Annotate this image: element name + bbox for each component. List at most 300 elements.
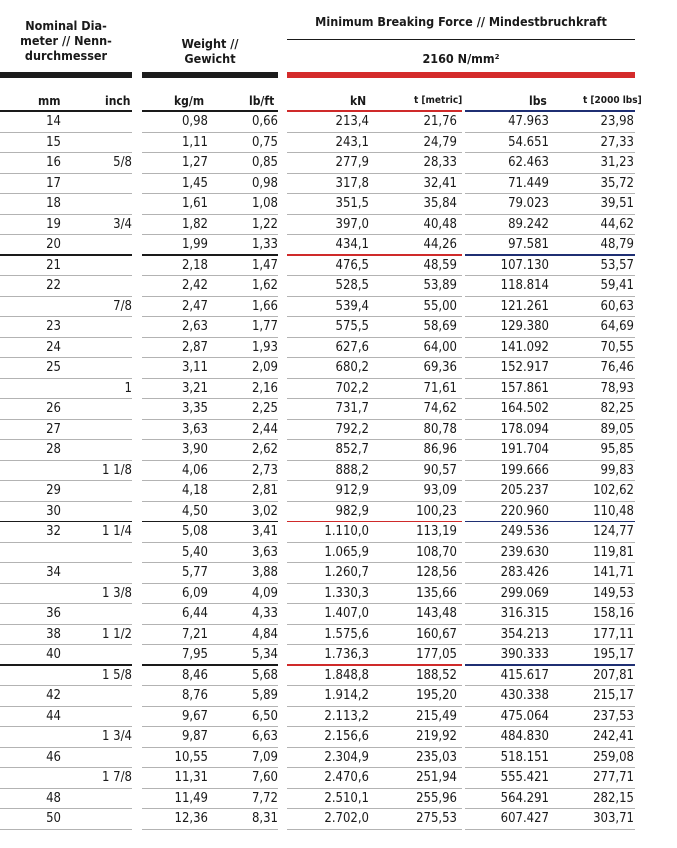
cell-mm: 44 — [46, 708, 61, 724]
cell-t-2000-lbs: 119,81 — [593, 544, 634, 560]
cell-lbs: 555.421 — [500, 770, 549, 785]
cell-kn: 702,2 — [335, 380, 369, 396]
cell-lb-per-ft: 1,93 — [251, 339, 278, 355]
cell-t-2000-lbs: 23,98 — [600, 114, 634, 129]
cell-t-metric: 219,92 — [416, 729, 457, 744]
cell-kg-per-m: 8,76 — [181, 688, 208, 703]
mbf-header: Minimum Breaking Force // Mindestbruchkraft — [315, 14, 607, 29]
cell-inch: 3/4 — [113, 216, 132, 232]
cell-mm: 40 — [46, 647, 61, 662]
cell-lb-per-ft: 1,77 — [251, 319, 278, 334]
cell-t-metric: 251,94 — [416, 770, 457, 785]
mbf-divider-line — [287, 39, 635, 40]
cell-inch: 1 1/4 — [102, 524, 132, 539]
cell-lb-per-ft: 7,60 — [251, 770, 278, 785]
cell-kg-per-m: 2,42 — [181, 278, 208, 293]
cell-kn: 1.407,0 — [324, 606, 369, 621]
cell-t-2000-lbs: 124,77 — [593, 524, 634, 539]
table-row — [0, 625, 677, 646]
cell-lb-per-ft: 2,44 — [251, 421, 278, 437]
table-row — [0, 461, 677, 482]
cell-lb-per-ft: 3,88 — [251, 565, 278, 580]
cell-t-2000-lbs: 195,17 — [593, 647, 634, 662]
cell-lb-per-ft: 7,09 — [251, 749, 278, 765]
cell-kg-per-m: 5,77 — [181, 565, 208, 580]
cell-t-2000-lbs: 31,23 — [600, 155, 634, 170]
cell-mm: 48 — [46, 790, 61, 806]
cell-t-metric: 64,00 — [423, 339, 457, 355]
cell-lb-per-ft: 6,63 — [251, 729, 278, 744]
cell-kn: 1.110,0 — [324, 524, 369, 539]
cell-lbs: 164.502 — [500, 401, 549, 416]
table-row — [0, 399, 677, 420]
cell-mm: 36 — [46, 606, 61, 621]
cell-mm: 50 — [46, 811, 61, 826]
cell-lb-per-ft: 8,31 — [251, 811, 278, 826]
cell-t-2000-lbs: 64,69 — [600, 319, 634, 334]
cell-lbs: 152.917 — [500, 360, 549, 375]
cell-mm: 38 — [46, 626, 61, 642]
cell-kg-per-m: 1,27 — [181, 155, 208, 170]
cell-kn: 627,6 — [335, 339, 369, 355]
cell-mm: 28 — [46, 442, 61, 457]
cell-t-2000-lbs: 237,53 — [593, 708, 634, 724]
cell-lbs: 107.130 — [500, 257, 549, 273]
cell-lb-per-ft: 2,62 — [251, 442, 278, 457]
cell-mm: 23 — [46, 319, 61, 334]
cell-lb-per-ft: 7,72 — [251, 790, 278, 806]
cell-lbs: 299.069 — [500, 585, 549, 601]
cell-lb-per-ft: 2,73 — [251, 462, 278, 478]
cell-kn: 539,4 — [335, 298, 369, 314]
cell-lb-per-ft: 3,41 — [251, 524, 278, 539]
cell-lb-per-ft: 1,33 — [251, 237, 278, 252]
cell-inch: 1 — [124, 380, 132, 396]
cell-t-metric: 40,48 — [423, 216, 457, 232]
cell-kg-per-m: 7,95 — [181, 647, 208, 662]
header-bar-weight — [142, 72, 278, 78]
cell-t-2000-lbs: 70,55 — [600, 339, 634, 355]
cell-mm: 18 — [46, 196, 61, 211]
table-row — [0, 481, 677, 502]
cell-kn: 852,7 — [335, 442, 369, 457]
table-row — [0, 297, 677, 318]
cell-t-2000-lbs: 277,71 — [593, 770, 634, 785]
table-row — [0, 563, 677, 584]
cell-mm: 34 — [46, 565, 61, 580]
cell-kg-per-m: 2,63 — [181, 319, 208, 334]
cell-inch: 1 3/4 — [102, 729, 132, 744]
cell-t-metric: 55,00 — [423, 298, 457, 314]
cell-t-metric: 48,59 — [423, 257, 457, 273]
cell-mm: 26 — [46, 401, 61, 416]
cell-lbs: 484.830 — [500, 729, 549, 744]
cell-kn: 213,4 — [335, 114, 369, 129]
cell-kg-per-m: 3,35 — [181, 401, 208, 416]
cell-t-2000-lbs: 60,63 — [600, 298, 634, 314]
table-row — [0, 584, 677, 605]
cell-t-metric: 143,48 — [416, 606, 457, 621]
header-line: meter // Nenn- — [20, 33, 112, 48]
cell-t-2000-lbs: 39,51 — [600, 196, 634, 211]
cell-kn: 982,9 — [335, 503, 369, 519]
cell-t-2000-lbs: 76,46 — [600, 360, 634, 375]
cell-mm: 30 — [46, 503, 61, 519]
cell-t-metric: 35,84 — [423, 196, 457, 211]
table-row — [0, 604, 677, 625]
cell-kg-per-m: 4,06 — [181, 462, 208, 478]
cell-lbs: 205.237 — [500, 483, 549, 498]
cell-kg-per-m: 2,18 — [181, 257, 208, 273]
col-header-lbft: lb/ft — [249, 94, 275, 108]
header-bar-mbf — [287, 72, 635, 78]
cell-t-2000-lbs: 89,05 — [600, 421, 634, 437]
cell-t-2000-lbs: 149,53 — [593, 585, 634, 601]
cell-kn: 1.736,3 — [324, 647, 369, 662]
cell-kn: 1.914,2 — [324, 688, 369, 703]
cell-inch: 7/8 — [113, 298, 132, 314]
cell-kn: 476,5 — [335, 257, 369, 273]
cell-kg-per-m: 11,49 — [174, 790, 208, 806]
cell-kg-per-m: 12,36 — [174, 811, 208, 826]
cell-kn: 2.113,2 — [324, 708, 369, 724]
cell-kn: 528,5 — [335, 278, 369, 293]
cell-kn: 888,2 — [335, 462, 369, 478]
table-row — [0, 707, 677, 728]
cell-kn: 792,2 — [335, 421, 369, 437]
cell-lb-per-ft: 2,25 — [251, 401, 278, 416]
cell-mm: 42 — [46, 688, 61, 703]
cell-mm: 25 — [46, 360, 61, 375]
cell-kn: 2.156,6 — [324, 729, 369, 744]
cell-lb-per-ft: 3,63 — [251, 544, 278, 560]
cell-kn: 2.304,9 — [324, 749, 369, 765]
table-row — [0, 502, 677, 523]
cell-kg-per-m: 11,31 — [174, 770, 208, 785]
cell-kn: 277,9 — [335, 155, 369, 170]
cell-lb-per-ft: 1,62 — [251, 278, 278, 293]
cell-kn: 317,8 — [335, 175, 369, 191]
cell-kg-per-m: 9,67 — [181, 708, 208, 724]
cell-lbs: 199.666 — [500, 462, 549, 478]
cell-kg-per-m: 5,40 — [181, 544, 208, 560]
table-row — [0, 768, 677, 789]
cell-t-2000-lbs: 82,25 — [600, 401, 634, 416]
cell-kn: 575,5 — [335, 319, 369, 334]
table-row — [0, 789, 677, 810]
row-separator — [0, 829, 132, 830]
cell-kg-per-m: 1,99 — [181, 237, 208, 252]
header-line: Weight // — [181, 36, 239, 51]
cell-mm: 46 — [46, 749, 61, 765]
cell-lbs: 54.651 — [508, 134, 549, 150]
cell-kn: 351,5 — [335, 196, 369, 211]
cell-mm: 21 — [46, 257, 61, 273]
col-header-t-2000: t [2000 lbs] — [583, 95, 642, 106]
cell-lb-per-ft: 2,09 — [251, 360, 278, 375]
cell-lb-per-ft: 1,47 — [251, 257, 278, 273]
cell-t-2000-lbs: 99,83 — [600, 462, 634, 478]
cell-mm: 27 — [46, 421, 61, 437]
cell-kg-per-m: 4,18 — [181, 483, 208, 498]
cell-t-2000-lbs: 242,41 — [593, 729, 634, 744]
cell-kg-per-m: 4,50 — [181, 503, 208, 519]
cell-kg-per-m: 5,08 — [181, 524, 208, 539]
cell-lb-per-ft: 1,66 — [251, 298, 278, 314]
cell-t-metric: 255,96 — [416, 790, 457, 806]
cell-mm: 19 — [46, 216, 61, 232]
cell-t-metric: 160,67 — [416, 626, 457, 642]
cell-mm: 22 — [46, 278, 61, 293]
cell-inch: 1 3/8 — [102, 585, 132, 601]
cell-lbs: 79.023 — [508, 196, 549, 211]
cell-t-metric: 32,41 — [423, 175, 457, 191]
cell-kg-per-m: 10,55 — [174, 749, 208, 765]
cell-lb-per-ft: 6,50 — [251, 708, 278, 724]
cell-mm: 32 — [46, 524, 61, 539]
cell-t-metric: 74,62 — [423, 401, 457, 416]
cell-lb-per-ft: 4,84 — [251, 626, 278, 642]
cell-lb-per-ft: 2,16 — [251, 380, 278, 396]
cell-lb-per-ft: 1,08 — [251, 196, 278, 211]
table-row — [0, 379, 677, 400]
cell-lb-per-ft: 1,22 — [251, 216, 278, 232]
cell-lbs: 283.426 — [500, 565, 549, 580]
cell-inch: 1 1/2 — [102, 626, 132, 642]
cell-t-metric: 135,66 — [416, 585, 457, 601]
cell-t-metric: 128,56 — [416, 565, 457, 580]
table-row — [0, 133, 677, 154]
cell-kg-per-m: 3,90 — [181, 442, 208, 457]
cell-kn: 680,2 — [335, 360, 369, 375]
table-row — [0, 543, 677, 564]
cell-kn: 1.065,9 — [324, 544, 369, 560]
cell-t-2000-lbs: 259,08 — [593, 749, 634, 765]
cell-lb-per-ft: 0,75 — [251, 134, 278, 150]
cell-kg-per-m: 3,21 — [181, 380, 208, 396]
cell-kg-per-m: 1,61 — [181, 196, 208, 211]
cell-lbs: 191.704 — [500, 442, 549, 457]
cell-t-metric: 21,76 — [423, 114, 457, 129]
cell-lbs: 71.449 — [508, 175, 549, 191]
nominal-diameter-header — [0, 18, 132, 63]
cell-lbs: 239.630 — [500, 544, 549, 560]
table-row — [0, 153, 677, 174]
cell-inch: 5/8 — [113, 155, 132, 170]
cell-lbs: 390.333 — [500, 647, 549, 662]
cell-t-2000-lbs: 110,48 — [593, 503, 634, 519]
cell-inch: 1 5/8 — [102, 667, 132, 683]
cell-t-2000-lbs: 158,16 — [593, 606, 634, 621]
cell-lbs: 141.092 — [500, 339, 549, 355]
cell-lbs: 118.814 — [500, 278, 549, 293]
cell-t-metric: 188,52 — [416, 667, 457, 683]
cell-lb-per-ft: 3,02 — [251, 503, 278, 519]
cell-lbs: 97.581 — [508, 237, 549, 252]
cell-t-2000-lbs: 59,41 — [600, 278, 634, 293]
cell-lbs: 518.151 — [500, 749, 549, 765]
cell-t-2000-lbs: 78,93 — [600, 380, 634, 396]
col-header-mm: mm — [38, 94, 61, 108]
cell-kg-per-m: 0,98 — [181, 114, 208, 129]
cell-lb-per-ft: 4,33 — [251, 606, 278, 621]
cell-t-metric: 275,53 — [416, 811, 457, 826]
cell-lbs: 564.291 — [500, 790, 549, 806]
cell-t-metric: 108,70 — [416, 544, 457, 560]
cell-inch: 1 7/8 — [102, 770, 132, 785]
table-row — [0, 645, 677, 666]
table-row — [0, 420, 677, 441]
col-header-kgm: kg/m — [174, 94, 205, 108]
cell-lb-per-ft: 5,89 — [251, 688, 278, 703]
table-row — [0, 686, 677, 707]
cell-lbs: 430.338 — [500, 688, 549, 703]
cell-t-2000-lbs: 303,71 — [593, 811, 634, 826]
header-bar-diameter — [0, 72, 132, 78]
cell-mm: 16 — [46, 155, 61, 170]
cell-t-metric: 69,36 — [423, 360, 457, 375]
cell-kn: 2.470,6 — [324, 770, 369, 785]
cell-t-2000-lbs: 207,81 — [593, 667, 634, 683]
cell-t-metric: 113,19 — [416, 524, 457, 539]
table-row — [0, 174, 677, 195]
table-row — [0, 358, 677, 379]
cell-lbs: 220.960 — [500, 503, 549, 519]
cell-lb-per-ft: 0,98 — [251, 175, 278, 191]
cell-lbs: 121.261 — [500, 298, 549, 314]
cell-kn: 731,7 — [335, 401, 369, 416]
table-row — [0, 666, 677, 687]
cell-t-metric: 28,33 — [423, 155, 457, 170]
header-line: durchmesser — [24, 48, 108, 63]
cell-lbs: 47.963 — [508, 114, 549, 129]
cell-t-metric: 215,49 — [416, 708, 457, 724]
cell-kg-per-m: 9,87 — [181, 729, 208, 744]
cell-kn: 2.702,0 — [324, 811, 369, 826]
cell-kg-per-m: 1,82 — [181, 216, 208, 232]
cell-lbs: 475.064 — [500, 708, 549, 724]
cell-kg-per-m: 3,63 — [181, 421, 208, 437]
cell-kn: 1.575,6 — [324, 626, 369, 642]
cell-lbs: 354.213 — [500, 626, 549, 642]
col-header-t-metric: t [metric] — [414, 95, 463, 106]
cell-t-metric: 24,79 — [423, 134, 457, 150]
header-line: Nominal Dia- — [25, 18, 107, 33]
cell-kg-per-m: 3,11 — [181, 360, 208, 375]
cell-mm: 17 — [46, 175, 61, 191]
col-header-inch: inch — [105, 94, 131, 108]
cell-mm: 20 — [46, 237, 61, 252]
cell-lbs: 157.861 — [500, 380, 549, 396]
cell-t-2000-lbs: 27,33 — [600, 134, 634, 150]
cell-t-2000-lbs: 282,15 — [593, 790, 634, 806]
cell-t-2000-lbs: 53,57 — [600, 257, 634, 273]
cell-kn: 1.848,8 — [324, 667, 369, 683]
header-line: Gewicht — [184, 51, 236, 66]
grade-header: 2160 N/mm² — [422, 51, 500, 66]
cell-t-metric: 71,61 — [423, 380, 457, 396]
cell-lbs: 178.094 — [500, 421, 549, 437]
cell-t-metric: 235,03 — [416, 749, 457, 765]
cell-inch: 1 1/8 — [102, 462, 132, 478]
table-row — [0, 317, 677, 338]
cell-t-2000-lbs: 48,79 — [600, 237, 634, 252]
cell-t-metric: 58,69 — [423, 319, 457, 334]
cell-kg-per-m: 6,09 — [181, 585, 208, 601]
cell-mm: 29 — [46, 483, 61, 498]
cell-t-metric: 195,20 — [416, 688, 457, 703]
cell-kn: 912,9 — [335, 483, 369, 498]
cell-t-2000-lbs: 95,85 — [600, 442, 634, 457]
cell-t-2000-lbs: 215,17 — [593, 688, 634, 703]
cell-t-metric: 177,05 — [416, 647, 457, 662]
cell-kn: 2.510,1 — [324, 790, 369, 806]
cell-lbs: 129.380 — [500, 319, 549, 334]
cell-kg-per-m: 1,11 — [181, 134, 208, 150]
table-row — [0, 235, 677, 256]
cell-lb-per-ft: 4,09 — [251, 585, 278, 601]
cell-lbs: 607.427 — [500, 811, 549, 826]
cell-mm: 24 — [46, 339, 61, 355]
cell-kn: 243,1 — [335, 134, 369, 150]
cell-t-metric: 53,89 — [423, 278, 457, 293]
cell-t-2000-lbs: 141,71 — [593, 565, 634, 580]
cell-t-2000-lbs: 177,11 — [593, 626, 634, 642]
cell-kn: 1.330,3 — [324, 585, 369, 601]
cell-kn: 434,1 — [335, 237, 369, 252]
cell-lbs: 316.315 — [500, 606, 549, 621]
cell-lb-per-ft: 0,66 — [251, 114, 278, 129]
cell-lb-per-ft: 2,81 — [251, 483, 278, 498]
cell-lbs: 62.463 — [508, 155, 549, 170]
table-row — [0, 727, 677, 748]
cell-t-2000-lbs: 44,62 — [600, 216, 634, 232]
cell-t-metric: 93,09 — [423, 483, 457, 498]
table-row — [0, 256, 677, 277]
cell-t-metric: 90,57 — [423, 462, 457, 478]
cell-kg-per-m: 8,46 — [181, 667, 208, 683]
cell-t-metric: 80,78 — [423, 421, 457, 437]
cell-t-metric: 44,26 — [423, 237, 457, 252]
cell-t-2000-lbs: 35,72 — [600, 175, 634, 191]
cell-kg-per-m: 1,45 — [181, 175, 208, 191]
table-row — [0, 276, 677, 297]
cell-mm: 15 — [46, 134, 61, 150]
cell-kn: 1.260,7 — [324, 565, 369, 580]
cell-kg-per-m: 6,44 — [181, 606, 208, 621]
cell-kg-per-m: 2,87 — [181, 339, 208, 355]
table-row — [0, 809, 677, 830]
cell-lb-per-ft: 5,68 — [251, 667, 278, 683]
cell-lb-per-ft: 5,34 — [251, 647, 278, 662]
table-row — [0, 215, 677, 236]
table-row — [0, 440, 677, 461]
cell-kg-per-m: 7,21 — [181, 626, 208, 642]
col-header-lbs: lbs — [529, 94, 547, 108]
cell-lb-per-ft: 0,85 — [251, 155, 278, 170]
cell-kg-per-m: 2,47 — [181, 298, 208, 314]
table-row — [0, 522, 677, 543]
cell-t-metric: 86,96 — [423, 442, 457, 457]
cell-lbs: 415.617 — [500, 667, 549, 683]
cell-lbs: 249.536 — [500, 524, 549, 539]
cell-t-metric: 100,23 — [416, 503, 457, 519]
cell-t-2000-lbs: 102,62 — [593, 483, 634, 498]
weight-header — [142, 36, 278, 66]
table-row — [0, 338, 677, 359]
cell-lbs: 89.242 — [508, 216, 549, 232]
cell-kn: 397,0 — [335, 216, 369, 232]
